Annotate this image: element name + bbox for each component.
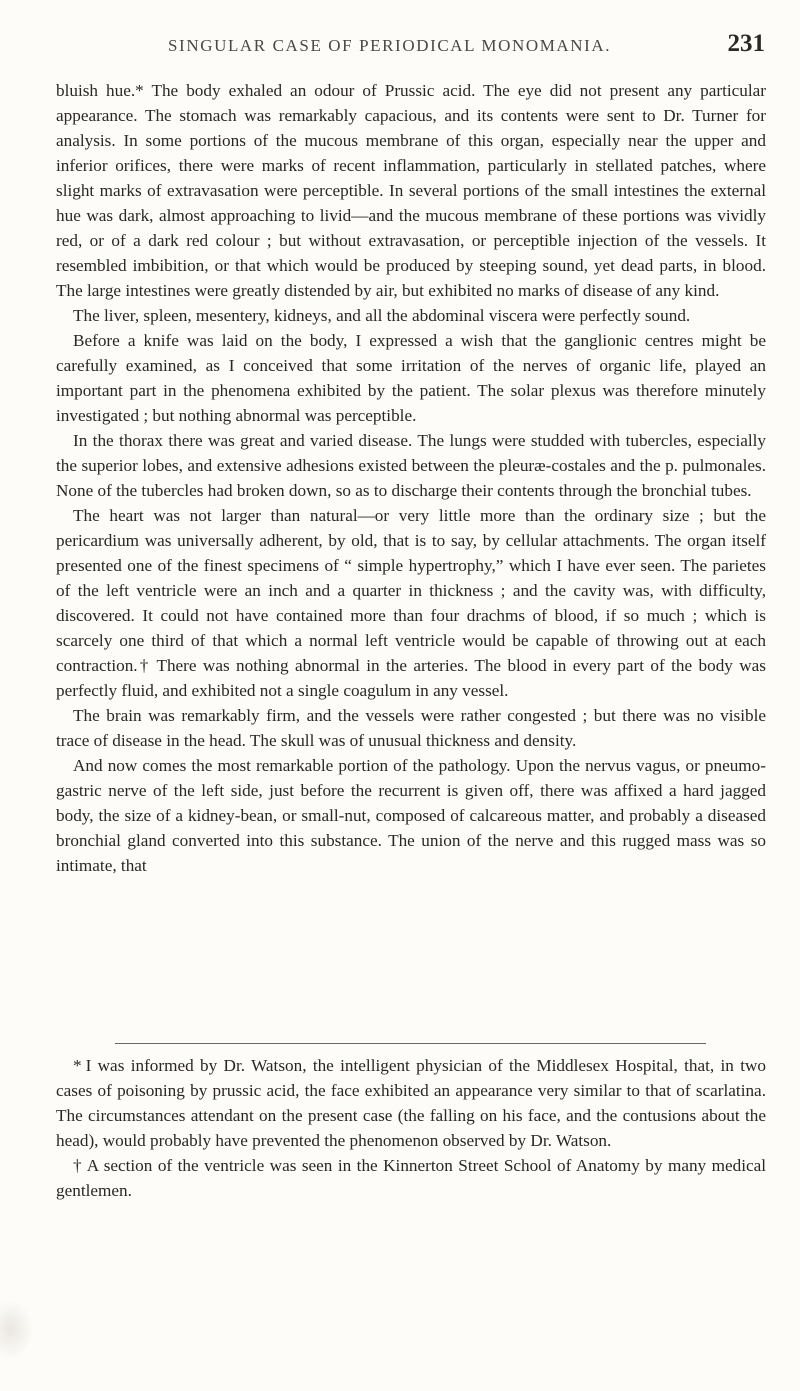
paragraph: The liver, spleen, mesentery, kidneys, and all the abdominal viscera were perfectly sound. <box>73 306 691 325</box>
footnote <box>56 1053 766 1153</box>
footnote-text: A section of the ventricle was seen in the Kinnerton Street School of Anatomy by many medical gentlemen. <box>56 1156 766 1200</box>
footnote-divider <box>115 1043 706 1044</box>
body-text <box>56 78 766 878</box>
paragraph: In the thorax there was great and varied disease. The lungs were studded with tubercles, especially the superior lobes, and extensive adhesions existed between the pleuræ-costales and the p. pulmonales. None of the tubercles had broken down, so as to discharge their contents through the bronchial tubes. <box>56 431 766 500</box>
footnote-marker: † <box>73 1156 83 1175</box>
paragraph: Before a knife was laid on the body, I expressed a wish that the ganglionic centres might be carefully examined, as I conceived that some irritation of the nerves of organic life, played an important part in the phenomena exhibited by the patient. The solar plexus was therefore minutely investigated ; but nothing abnormal was perceptible. <box>56 331 766 425</box>
paragraph: And now comes the most remarkable portion of the pathology. Upon the nervus vagus, or pneumo-gastric nerve of the left side, just before the recurrent is given off, there was affixed a hard jagged body, the size of a kidney-bean, or small-nut, composed of calcareous matter, and probably a diseased bronchial gland converted into this substance. The union of the nerve and this rugged mass was so intimate, that <box>56 756 766 875</box>
paragraph: The heart was not larger than natural—or very little more than the ordinary size ; but the pericardium was universally adherent, by old, that is to say, by cellular attachments. The organ itself presented one of the finest specimens of “ simple hypertrophy,” which I have ever seen. The parietes of the left ventricle were an inch and a quarter in thickness ; and the cavity was, with difficulty, discovered. It could not have contained more than four drachms of blood, if so much ; which is scarcely one third of that which a normal left ventricle would be capable of throwing out at each contraction.† There was nothing abnormal in the arteries. The blood in every part of the body was perfectly fluid, and exhibited not a single coagulum in any vessel. <box>56 506 766 700</box>
footnote <box>56 1153 766 1203</box>
footnote-marker: * <box>73 1056 82 1075</box>
footnote-text: I was informed by Dr. Watson, the intelligent physician of the Middlesex Hospital, that, in two cases of poisoning by prussic acid, the face exhibited an appearance very similar to that of scarlatina. The circumstances attendant on the present case (the falling on his face, and the contusions about the head), would probably have prevented the phenomenon observed by Dr. Watson. <box>56 1056 766 1150</box>
page-number: 231 <box>727 30 765 57</box>
paragraph: The brain was remarkably firm, and the vessels were rather congested ; but there was no visible trace of disease in the head. The skull was of unusual thickness and density. <box>56 706 766 750</box>
paper-stain <box>0 1300 34 1360</box>
footnotes <box>56 1053 766 1203</box>
running-head: SINGULAR CASE OF PERIODICAL MONOMANIA. <box>168 36 612 55</box>
page-header <box>60 30 765 66</box>
paragraph: bluish hue.* The body exhaled an odour of Prussic acid. The eye did not present any particular appearance. The stomach was remarkably capacious, and its contents were sent to Dr. Turner for analysis. In some portions of the mucous membrane of this organ, especially near the upper and inferior orifices, there were marks of recent inflammation, particularly in stellated patches, where slight marks of extravasation were perceptible. In several portions of the small intestines the external hue was dark, almost approaching to livid—and the mucous membrane of these portions was vividly red, or of a dark red colour ; but without extravasation, or perceptible injection of the vessels. It resembled imbibition, or that which would be produced by steeping sound, yet dead parts, in blood. The large intestines were greatly distended by air, but exhibited no marks of disease of any kind. <box>56 81 766 300</box>
